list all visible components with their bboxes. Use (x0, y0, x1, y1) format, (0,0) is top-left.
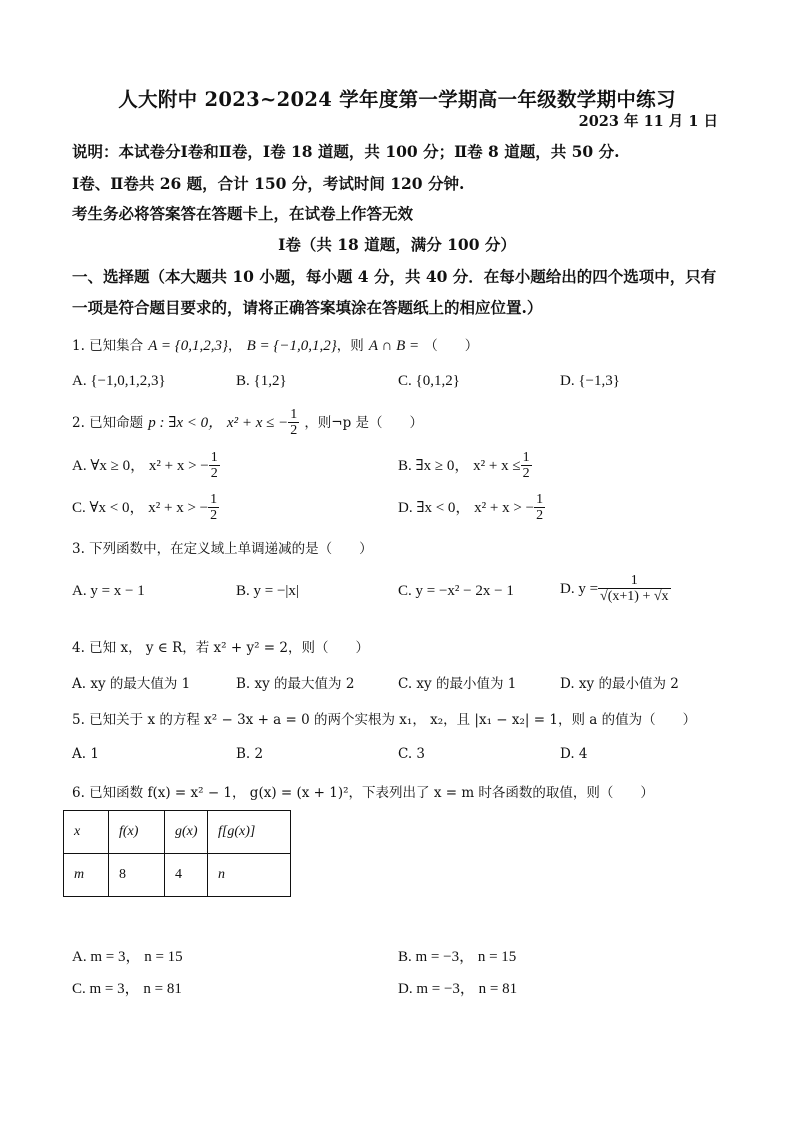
set-b: B = {−1,0,1,2} (246, 338, 337, 354)
q1-option-d[interactable]: D. {−1,3} (560, 373, 620, 389)
intersection-expr: A ∩ B = (368, 338, 420, 354)
q2-option-b[interactable]: B. ∃x ≥ 0， x² + x ≤ $\frac{1}{2}$ (398, 450, 530, 481)
question-2-stem: 2. 已知命题 p : ∃x < 0， x² + x ≤ − $\frac{1}{2}$ ，则¬p 是（ ） (72, 407, 424, 438)
q2-option-d[interactable]: D. ∃x < 0， x² + x > − $\frac{1}{2}$ (398, 492, 544, 523)
question-6-stem: 6. 已知函数 f(x) = x² − 1， g(x) = (x + 1)²，下表列出了 x = m 时各函数的取值，则（ ） (72, 785, 654, 801)
question-4-stem: 4. 已知 x， y ∈ R，若 x² + y² = 2，则（ ） (72, 640, 369, 656)
q5-option-c[interactable]: C. 3 (398, 746, 426, 762)
q4-option-b[interactable]: B. xy 的最大值为 2 (236, 676, 355, 692)
table-cell: 8 (109, 854, 165, 897)
table-header-cell: g(x) (165, 811, 208, 854)
value-table (63, 810, 291, 897)
q4-option-c[interactable]: C. xy 的最小值为 1 (398, 676, 517, 692)
table-row (64, 811, 291, 854)
q1-option-a[interactable]: A. {−1,0,1,2,3} (72, 373, 166, 389)
question-1-stem: 1. 已知集合 A = {0,1,2,3}， B = {−1,0,1,2}，则 A ∩ B = （ ） (72, 338, 479, 354)
question-5-stem: 5. 已知关于 x 的方程 x² − 3x + a = 0 的两个实根为 x₁， x₂，且 |x₁ − x₂| = 1，则 a 的值为（ ） (72, 712, 697, 728)
q3-option-c[interactable]: C. y = −x² − 2x − 1 (398, 583, 514, 599)
q3-option-b[interactable]: B. y = −|x| (236, 583, 299, 599)
q5-option-d[interactable]: D. 4 (560, 746, 588, 762)
intro-line-3: 考生务必将答案答在答题卡上，在试卷上作答无效 (72, 204, 414, 223)
q6-option-d[interactable]: D. m = −3， n = 81 (398, 981, 518, 997)
q6-option-b[interactable]: B. m = −3， n = 15 (398, 949, 517, 965)
page-title: 人大附中 2023~2024 学年度第一学期高一年级数学期中练习 (118, 88, 676, 111)
section-instruction-line-1: 一、选择题（本大题共 10 小题，每小题 4 分，共 40 分．在每小题给出的四个选项中，只有 (72, 267, 717, 286)
q2-option-a[interactable]: A. ∀x ≥ 0， x² + x > − $\frac{1}{2}$ (72, 450, 218, 481)
table-cell: 4 (165, 854, 208, 897)
table-header-cell: f[g(x)] (208, 811, 291, 854)
table-cell: m (64, 854, 109, 897)
q5-option-a[interactable]: A. 1 (72, 746, 99, 762)
exam-date: 2023 年 11 月 1 日 (578, 113, 718, 130)
q3-option-a[interactable]: A. y = x − 1 (72, 583, 145, 599)
q1-option-b[interactable]: B. {1,2} (236, 373, 287, 389)
table-header-cell: f(x) (109, 811, 165, 854)
section-instruction-line-2: 一项是符合题目要求的，请将正确答案填涂在答题纸上的相应位置.） (72, 298, 543, 317)
q5-option-b[interactable]: B. 2 (236, 746, 264, 762)
q6-option-c[interactable]: C. m = 3， n = 81 (72, 981, 182, 997)
q1-option-c[interactable]: C. {0,1,2} (398, 373, 460, 389)
question-3-stem: 3. 下列函数中，在定义域上单调递减的是（ ） (72, 541, 373, 557)
q2-option-c[interactable]: C. ∀x < 0， x² + x > − $\frac{1}{2}$ (72, 492, 218, 523)
q4-option-d[interactable]: D. xy 的最小值为 2 (560, 676, 679, 692)
q6-option-a[interactable]: A. m = 3， n = 15 (72, 949, 183, 965)
q4-option-a[interactable]: A. xy 的最大值为 1 (72, 676, 191, 692)
set-a: A = {0,1,2,3} (148, 338, 229, 354)
intro-line-1: 说明：本试卷分Ⅰ卷和Ⅱ卷，Ⅰ卷 18 道题，共 100 分；Ⅱ卷 8 道题，共 50 分. (72, 142, 620, 161)
q3-option-d[interactable]: D. y = $\frac{1}{√(x+1) + √x}$ (560, 573, 669, 604)
table-row (64, 854, 291, 897)
table-cell: n (208, 854, 291, 897)
table-header-cell: x (64, 811, 109, 854)
fraction-half: $\frac{1}{2}$ (290, 407, 298, 438)
intro-line-2: Ⅰ卷、Ⅱ卷共 26 题，合计 150 分，考试时间 120 分钟. (72, 174, 465, 193)
part-title: Ⅰ卷（共 18 道题，满分 100 分） (278, 235, 516, 254)
